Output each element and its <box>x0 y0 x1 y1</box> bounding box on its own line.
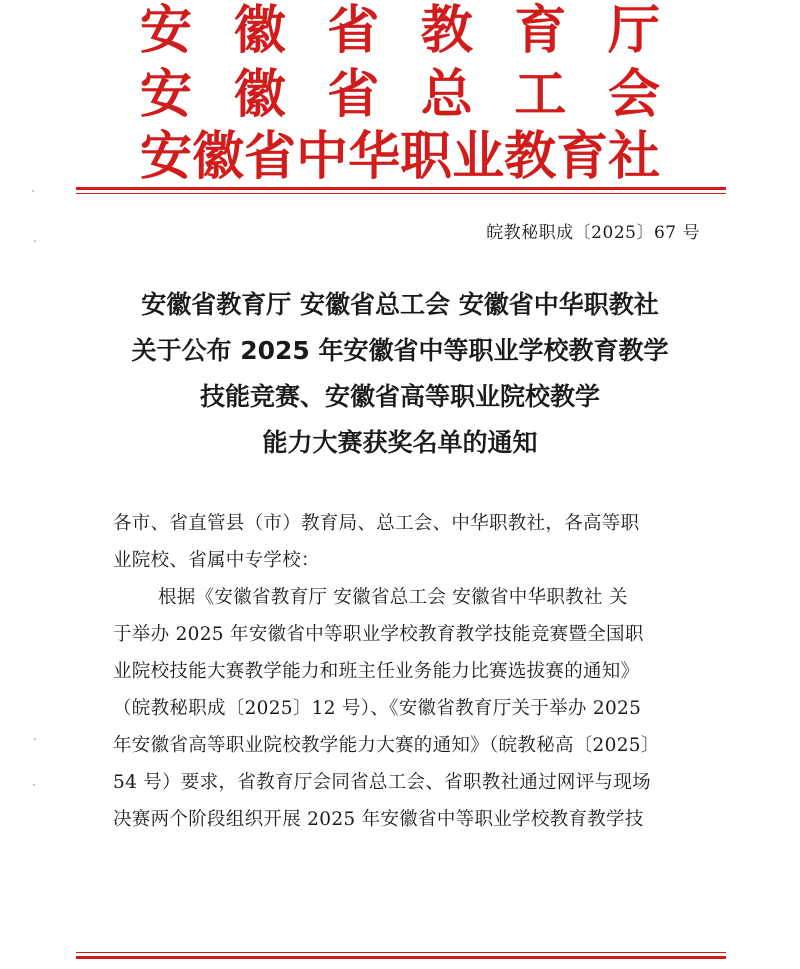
body-line: 年安徽省高等职业院校教学能力大赛的通知》（皖教秘高〔2025〕 <box>113 735 660 756</box>
scan-speck <box>33 784 35 786</box>
letterhead-org-vocational-society: 安 徽 省 中 华 职 业 教 育 社 <box>140 126 661 187</box>
body-line: 54 号）要求，省教育厅会同省总工会、省职教社通过网评与现场 <box>113 772 651 793</box>
body-line: （皖教秘职成〔2025〕12 号）、《安徽省教育厅关于举办 2025 <box>113 698 642 719</box>
letterhead-divider-thin <box>76 193 726 194</box>
footer-divider-thick <box>76 956 726 959</box>
document-title <box>80 282 720 466</box>
title-line: 能力大赛获奖名单的通知 <box>262 428 538 457</box>
letterhead-org-education-dept: 安 徽 省 教 育 厅 <box>140 0 660 61</box>
body-line: 根据《安徽省教育厅 安徽省总工会 安徽省中华职教社 关 <box>158 587 628 608</box>
scan-speck <box>32 190 34 192</box>
body-line: 业院校技能大赛教学能力和班主任业务能力比赛选拔赛的通知》 <box>113 661 640 682</box>
title-line: 关于公布 2025 年安徽省中等职业学校教育教学 <box>131 336 669 365</box>
salutation-line: 各市、省直管县（市）教育局、总工会、中华职教社，各高等职 <box>113 513 640 534</box>
letterhead-divider-thick <box>76 187 726 190</box>
footer-divider-thin <box>76 952 726 953</box>
document-body <box>113 505 713 838</box>
scan-speck <box>34 240 36 242</box>
title-line: 安徽省教育厅 安徽省总工会 安徽省中华职教社 <box>141 290 659 319</box>
body-line: 决赛两个阶段组织开展 2025 年安徽省中等职业学校教育教学技 <box>113 809 644 830</box>
letterhead-org-trade-union: 安 徽 省 总 工 会 <box>140 64 660 125</box>
salutation-line: 业院校、省属中专学校： <box>113 550 320 571</box>
scan-speck <box>34 738 36 740</box>
document-number: 皖教秘职成〔2025〕67 号 <box>486 223 700 243</box>
title-line: 技能竞赛、安徽省高等职业院校教学 <box>199 382 600 411</box>
body-line: 于举办 2025 年安徽省中等职业学校教育教学技能竞赛暨全国职 <box>113 624 644 645</box>
